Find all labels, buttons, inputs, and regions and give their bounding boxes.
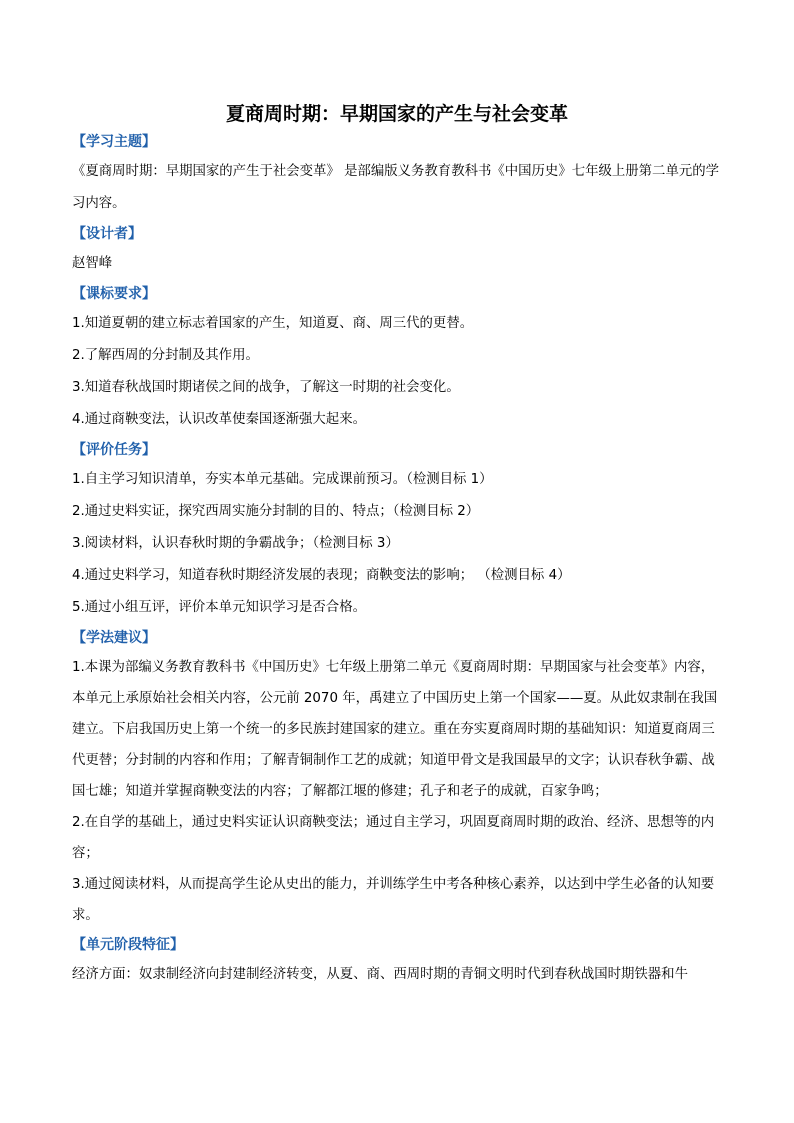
tasks-item: 4.通过史料学习，知道春秋时期经济发展的表现；商鞅变法的影响； （检测目标 4） xyxy=(72,568,571,583)
topic-body: 《夏商周时期：早期国家的产生于社会变革》 是部编版义务教育教科书《中国历史》七年级上册第二单元的学习内容。 xyxy=(72,164,720,211)
tasks-item: 3.阅读材料，认识春秋时期的争霸战争；（检测目标 3） xyxy=(72,536,399,551)
tasks-item: 2.通过史料实证，探究西周实施分封制的目的、特点；（检测目标 2） xyxy=(72,504,480,519)
section-features xyxy=(72,935,722,991)
section-designer xyxy=(72,224,722,280)
methods-item: 1.本课为部编义务教育教科书《中国历史》七年级上册第二单元《夏商周时期：早期国家与社会变革》内容，本单元上承原始社会相关内容，公元前 2070 年，禹建立了中国历史上第一个国家——夏。从此奴隶制在我国建立。下启我国历史上第一个统一的多民族封建国家的建立。重在夯实夏商周时期的基础知识：知道夏商周三代更替；分封制的内容和作用；了解青铜制作工艺的成就；知道甲骨文是我国最早的文字；认识春秋争霸、战国七雄；知道并掌握商鞅变法的内容；了解都江堰的修建；孔子和老子的成就，百家争鸣； xyxy=(72,660,718,799)
designer-name: 赵智峰 xyxy=(72,256,113,271)
methods-item: 3.通过阅读材料，从而提高学生论从史出的能力，并训练学生中考各种核心素养，以达到中学生必备的认知要求。 xyxy=(72,877,715,923)
section-heading-methods: 【学法建议】 xyxy=(72,630,156,646)
section-heading-features: 【单元阶段特征】 xyxy=(72,937,184,953)
document-page xyxy=(72,100,722,995)
section-tasks xyxy=(72,440,722,624)
standards-item: 3.知道春秋战国时期诸侯之间的战争，了解这一时期的社会变化。 xyxy=(72,380,460,395)
standards-item: 2.了解西周的分封制及其作用。 xyxy=(72,348,259,363)
page-title: 夏商周时期：早期国家的产生与社会变革 xyxy=(225,103,568,125)
standards-item: 1.知道夏朝的建立标志着国家的产生，知道夏、商、周三代的更替。 xyxy=(72,316,474,331)
standards-item: 4.通过商鞅变法，认识改革使秦国逐渐强大起来。 xyxy=(72,412,366,427)
section-standards xyxy=(72,284,722,436)
section-heading-designer: 【设计者】 xyxy=(72,226,142,242)
features-body: 经济方面：奴隶制经济向封建制经济转变，从夏、商、西周时期的青铜文明时代到春秋战国时期铁器和牛 xyxy=(72,967,688,982)
section-heading-topic: 【学习主题】 xyxy=(72,134,156,150)
methods-item: 2.在自学的基础上，通过史料实证认识商鞅变法；通过自主学习，巩固夏商周时期的政治、经济、思想等的内容； xyxy=(72,815,715,861)
section-heading-tasks: 【评价任务】 xyxy=(72,442,156,458)
section-topic xyxy=(72,132,722,220)
tasks-item: 5.通过小组互评，评价本单元知识学习是否合格。 xyxy=(72,600,366,615)
section-heading-standards: 【课标要求】 xyxy=(72,286,156,302)
section-methods xyxy=(72,628,722,931)
tasks-item: 1.自主学习知识清单，夯实本单元基础。完成课前预习。（检测目标 1） xyxy=(72,472,493,487)
